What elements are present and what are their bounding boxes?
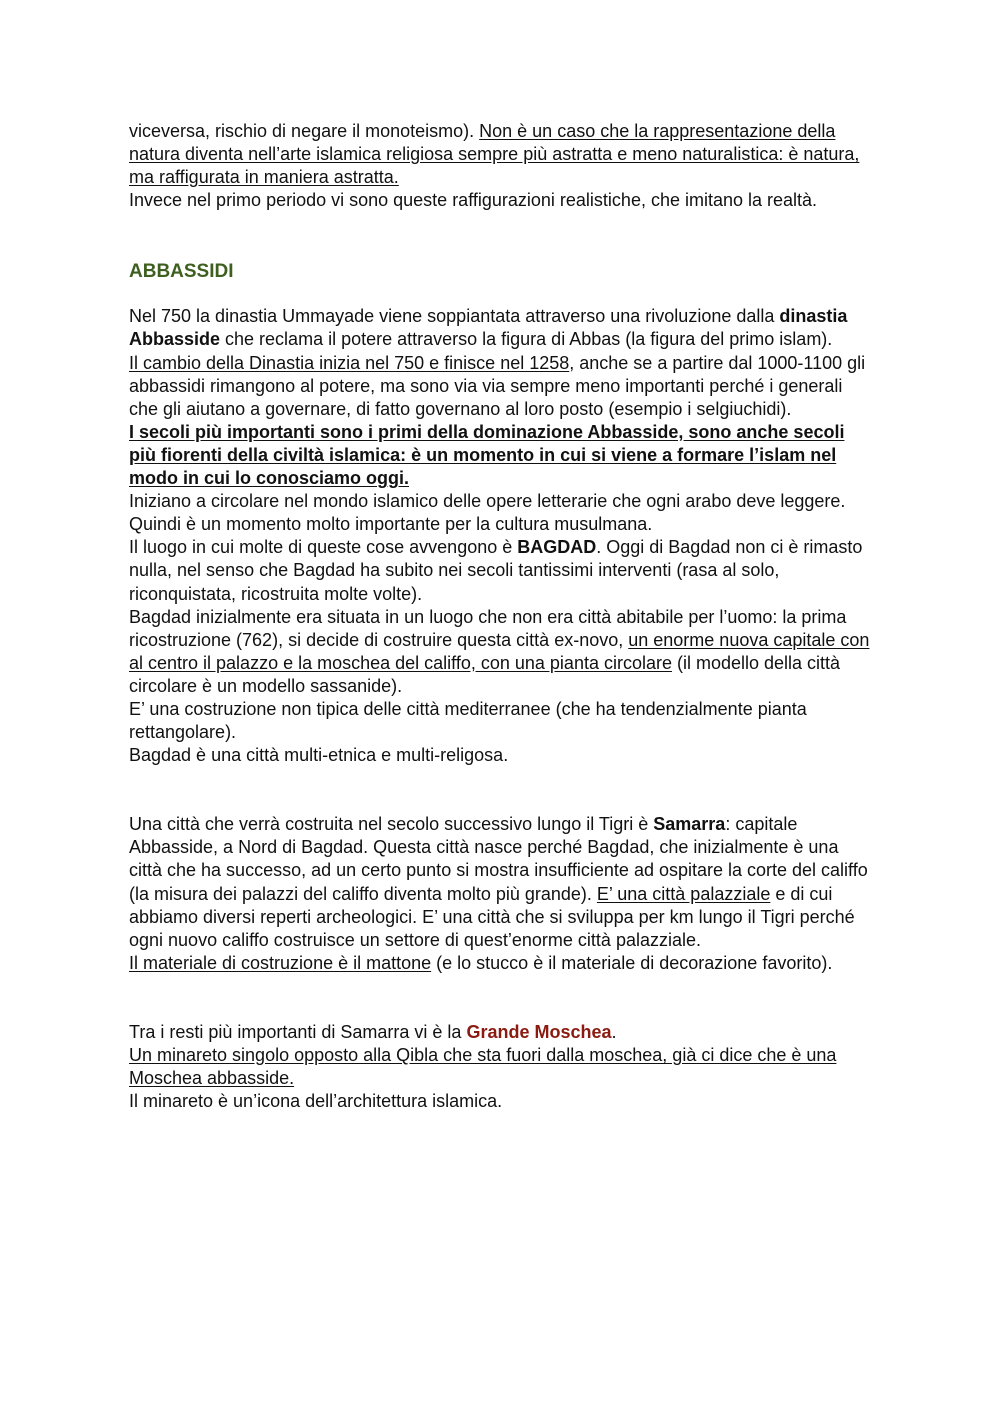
bold-text: dinastia Abbasside	[129, 306, 848, 350]
paragraph-materiale: Il materiale di costruzione è il mattone (e lo stucco è il materiale di decorazione favorito).	[129, 952, 833, 973]
bold-text: Samarra	[653, 814, 726, 835]
underlined-text: Il cambio della Dinastia inizia nel 750 e finisce nel 1258	[129, 352, 570, 373]
paragraph-minareto-singolo: Un minareto singolo opposto alla Qibla che sta fuori dalla moschea, già ci dice che è una Moschea abbasside.	[129, 1045, 837, 1089]
underlined-text: Il materiale di costruzione è il mattone	[129, 952, 432, 973]
underlined-text: Non è un caso che la rappresentazione della natura diventa nell’arte islamica religiosa sempre più astratta e meno naturalistica: è natura, ma raffigurata in maniera astratta.	[129, 121, 860, 188]
paragraph-minareto-icona: Il minareto è un’icona dell’architettura islamica.	[129, 1091, 503, 1112]
paragraph-mediterranee: E’ una costruzione non tipica delle città mediterranee (che ha tendenzialmente pianta rettangolare).	[129, 698, 807, 743]
paragraph-costruzione: Bagdad inizialmente era situata in un luogo che non era città abitabile per l’uomo: la prima ricostruzione (762), si decide di costruire questa città ex-novo, un enorme nuova capitale con al centro il palazzo e la moschea del califfo, con una pianta circolare (il modello della città circolare è un modello sassanide).	[129, 606, 870, 696]
bold-text: BAGDAD	[517, 537, 597, 558]
paragraph-opere: Iniziano a circolare nel mondo islamico delle opere letterarie che ogni arabo deve leggere. Quindi è un momento molto importante per la cultura musulmana.	[129, 491, 846, 535]
paragraph-natura: viceversa, rischio di negare il monoteismo). Non è un caso che la rappresentazione della natura diventa nell’arte islamica religiosa sempre più astratta e meno naturalistica: è natura, ma raffigurata in maniera astratta.	[129, 121, 860, 188]
section-heading: ABBASSIDI	[129, 261, 234, 283]
paragraph-dinastia: Nel 750 la dinastia Ummayade viene soppiantata attraverso una rivoluzione dalla dinastia Abbasside che reclama il potere attraverso la figura di Abbas (la figura del primo islam).	[129, 306, 848, 350]
paragraph-multietnica: Bagdad è una città multi-etnica e multi-religosa.	[129, 745, 509, 766]
highlighted-text: Grande Moschea	[466, 1021, 612, 1042]
underlined-text: E’ una città palazziale	[596, 883, 771, 904]
paragraph-cambio: Il cambio della Dinastia inizia nel 750 e finisce nel 1258, anche se a partire dal 1000-1100 gli abbassidi rimangono al potere, ma sono via via sempre meno importanti perché i generali che gli aiutano a governare, di fatto governano al loro posto (esempio i selgiuchidi).	[129, 352, 866, 419]
paragraph-samarra: Una città che verrà costruita nel secolo successivo lungo il Tigri è Samarra: capitale Abbasside, a Nord di Bagdad. Questa città nasce perché Bagdad, che inizialmente è una città che ha successo, ad un certo punto si mostra insufficiente ad ospitare la corte del califfo (la misura dei palazzi del califfo diventa molto più grande). E’ una città palazziale e di cui abbiamo diversi reperti archeologici. E’ una città che si sviluppa per km lungo il Tigri perché ogni nuovo califfo costruisce un settore di quest’enorme città palazziale.	[129, 814, 868, 950]
paragraph-bagdad: Il luogo in cui molte di queste cose avvengono è BAGDAD. Oggi di Bagdad non ci è rimasto nulla, nel senso che Bagdad ha subito nei secoli tantissimi interventi (rasa al solo, riconquistata, ricostruita molte volte).	[129, 537, 863, 604]
paragraph-secoli: I secoli più importanti sono i primi della dominazione Abbasside, sono anche secoli più fiorenti della civiltà islamica: è un momento in cui si viene a formare l’islam nel modo in cui lo conosciamo oggi.	[129, 421, 845, 489]
underlined-text: un enorme nuova capitale con al centro il palazzo e la moschea del califfo, con una pianta circolare	[129, 629, 870, 673]
paragraph-realistiche: Invece nel primo periodo vi sono queste raffigurazioni realistiche, che imitano la realtà.	[129, 190, 818, 211]
paragraph-moschea: Tra i resti più importanti di Samarra vi è la Grande Moschea.	[129, 1021, 617, 1042]
document-page	[129, 120, 874, 1113]
